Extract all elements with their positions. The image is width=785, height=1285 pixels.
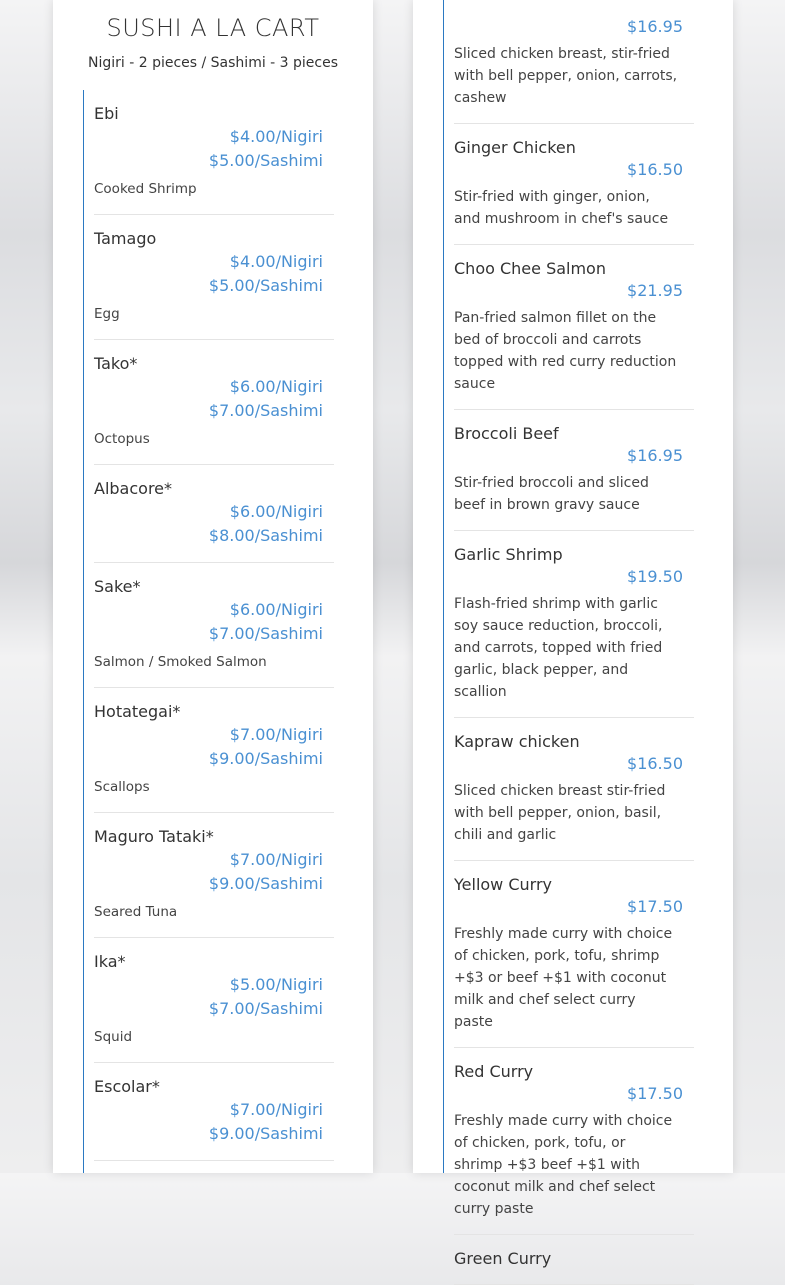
- entree-menu-panel: [413, 0, 733, 1268]
- list-item: [94, 465, 334, 563]
- item-price: $17.50: [627, 1084, 683, 1103]
- page-subtitle: Nigiri - 2 pieces / Sashimi - 3 pieces: [87, 55, 339, 71]
- sushi-list: [94, 90, 334, 1161]
- item-price: $17.50: [627, 897, 683, 916]
- accent-rule: [443, 0, 444, 1173]
- item-description: Pan-fried salmon fillet on the bed of broccoli and carrots topped with red curry reduction sauce: [454, 310, 677, 392]
- item-price-nigiri: $5.00/Nigiri: [229, 975, 323, 994]
- list-item: [94, 813, 334, 938]
- item-name: Kapraw chicken: [454, 732, 580, 751]
- accent-rule: [83, 90, 84, 1173]
- item-name: Hotategai*: [94, 702, 181, 721]
- item-description: Salmon / Smoked Salmon: [94, 654, 267, 670]
- item-price: $16.95: [627, 446, 683, 465]
- item-price-nigiri: $6.00/Nigiri: [229, 600, 323, 619]
- item-name: Yellow Curry: [454, 875, 552, 894]
- item-description: Freshly made curry with choice of chicken, pork, tofu, or shrimp +$3 beef +$1 with coconut milk and chef select curry paste: [454, 1113, 673, 1217]
- list-item: [454, 718, 694, 861]
- item-name: Choo Chee Salmon: [454, 259, 606, 278]
- item-name: Tamago: [94, 229, 157, 248]
- item-price: $16.95: [627, 17, 683, 36]
- item-description: Octopus: [94, 431, 150, 447]
- sushi-menu-panel: [53, 0, 373, 1173]
- item-price-sashimi: $5.00/Sashimi: [208, 276, 323, 295]
- item-price-nigiri: $6.00/Nigiri: [229, 377, 323, 396]
- list-item: [94, 90, 334, 215]
- item-description: Stir-fried broccoli and sliced beef in brown gravy sauce: [454, 475, 649, 513]
- item-name: Tako*: [94, 354, 138, 373]
- item-description: Flash-fried shrimp with garlic soy sauce reduction, broccoli, and carrots, topped with fried garlic, black pepper, and scallion: [454, 596, 663, 700]
- item-name: Maguro Tataki*: [94, 827, 214, 846]
- list-item: [94, 688, 334, 813]
- list-item: [454, 1048, 694, 1235]
- item-price: $21.95: [627, 281, 683, 300]
- item-price-nigiri: $7.00/Nigiri: [229, 725, 323, 744]
- list-item: [454, 410, 694, 531]
- item-name: [454, 0, 694, 16]
- item-price-sashimi: $9.00/Sashimi: [208, 749, 323, 768]
- item-description: Sliced chicken breast, stir-fried with bell pepper, onion, carrots, cashew: [454, 46, 678, 106]
- item-price-sashimi: $7.00/Sashimi: [208, 401, 323, 420]
- list-item: [94, 938, 334, 1063]
- item-price-nigiri: $4.00/Nigiri: [229, 127, 323, 146]
- item-price: $19.50: [627, 567, 683, 586]
- item-price-nigiri: $4.00/Nigiri: [229, 252, 323, 271]
- item-price-sashimi: $8.00/Sashimi: [208, 526, 323, 545]
- item-description: Cooked Shrimp: [94, 181, 197, 197]
- item-name: Red Curry: [454, 1062, 534, 1081]
- item-description: Seared Tuna: [94, 904, 178, 920]
- list-item: [94, 215, 334, 340]
- list-item: [454, 124, 694, 245]
- list-item: [454, 861, 694, 1048]
- item-price-nigiri: $7.00/Nigiri: [229, 1100, 323, 1119]
- item-price-sashimi: $5.00/Sashimi: [208, 151, 323, 170]
- item-description: Stir-fried with ginger, onion, and mushroom in chef's sauce: [454, 189, 669, 227]
- item-name: Ika*: [94, 952, 126, 971]
- item-description: Scallops: [94, 779, 150, 795]
- item-description: Freshly made curry with choice of chicken, pork, tofu, shrimp +$3 or beef +$1 with coconut milk and chef select curry paste: [454, 926, 673, 1030]
- item-price-sashimi: $9.00/Sashimi: [208, 1124, 323, 1143]
- item-description: Sliced chicken breast stir-fried with bell pepper, onion, basil, chili and garlic: [454, 783, 666, 843]
- item-price: $16.50: [627, 754, 683, 773]
- list-item: [94, 340, 334, 465]
- item-description: Egg: [94, 306, 120, 322]
- item-price: $16.50: [627, 160, 683, 179]
- item-price-sashimi: $7.00/Sashimi: [208, 999, 323, 1018]
- list-item: [454, 0, 694, 124]
- item-name: Sake*: [94, 577, 141, 596]
- list-item: [94, 1063, 334, 1161]
- list-item: [454, 531, 694, 718]
- item-description: Squid: [94, 1029, 133, 1045]
- list-item: [454, 245, 694, 410]
- item-name: Albacore*: [94, 479, 173, 498]
- list-item: [454, 1235, 694, 1285]
- item-price-nigiri: $6.00/Nigiri: [229, 502, 323, 521]
- page-title: SUSHI A LA CART: [106, 14, 320, 42]
- item-name: Broccoli Beef: [454, 424, 559, 443]
- item-price-nigiri: $7.00/Nigiri: [229, 850, 323, 869]
- item-name: Escolar*: [94, 1077, 160, 1096]
- item-name: Ginger Chicken: [454, 138, 576, 157]
- item-name: Garlic Shrimp: [454, 545, 563, 564]
- item-price-sashimi: $9.00/Sashimi: [208, 874, 323, 893]
- item-name: Ebi: [94, 104, 119, 123]
- item-price-sashimi: $7.00/Sashimi: [208, 624, 323, 643]
- item-name: Green Curry: [454, 1249, 552, 1268]
- entree-list: [454, 0, 694, 1285]
- list-item: [94, 563, 334, 688]
